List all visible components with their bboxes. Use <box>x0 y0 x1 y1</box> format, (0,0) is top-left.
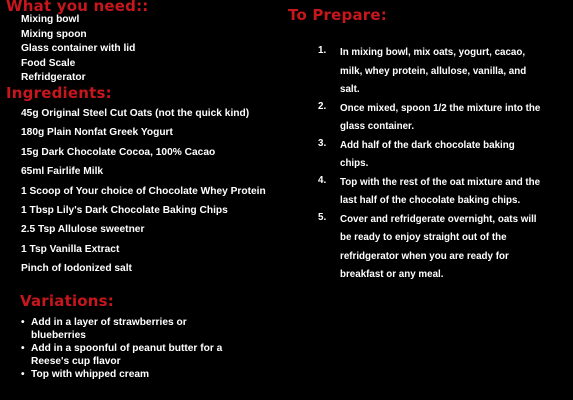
ingredient-item: 15g Dark Chocolate Cocoa, 100% Cacao <box>21 146 216 158</box>
ingredient-item: 2.5 Tsp Allulose sweetner <box>21 224 145 236</box>
step-number: 4. <box>318 174 327 186</box>
step-text: In mixing bowl, mix oats, yogurt, cacao, milk, whey protein, allulose, vanilla, and salt. <box>340 47 527 95</box>
step-text: Add half of the dark chocolate baking chips. <box>340 139 515 169</box>
ingredient-item: 180g Plain Nonfat Greek Yogurt <box>21 127 173 139</box>
ingredient-item: 1 Scoop of Your choice of Chocolate Whey Protein <box>21 185 266 197</box>
need-item: Glass container with lid <box>21 43 136 54</box>
ingredients-list <box>21 104 266 279</box>
ingredient-item: 1 Tsp Vanilla Extract <box>21 243 120 255</box>
need-item: Mixing spoon <box>21 28 87 40</box>
ingredient-item: 45g Original Steel Cut Oats (not the quick kind) <box>21 108 250 119</box>
need-item: Food Scale <box>21 57 76 69</box>
ingredient-item: 65ml Fairlife Milk <box>21 166 104 178</box>
variations-heading: Variations: <box>20 292 114 310</box>
what-you-need-heading: What you need:: <box>6 0 149 15</box>
step-number: 2. <box>318 100 327 112</box>
prepare-steps-list <box>318 44 543 285</box>
variations-list <box>21 316 241 381</box>
step-number: 3. <box>318 137 327 149</box>
prepare-step <box>318 44 543 100</box>
prepare-step <box>318 100 543 137</box>
prepare-step <box>318 174 543 211</box>
ingredient-item: Pinch of Iodonized salt <box>21 263 132 275</box>
need-item: Mixing bowl <box>21 14 80 25</box>
step-text: Cover and refridgerate overnight, oats will be ready to enjoy straight out of the refridgerator when you are ready for breakfast or any meal. <box>340 213 537 280</box>
what-you-need-list <box>21 13 135 86</box>
step-text: Once mixed, spoon 1/2 the mixture into the glass container. <box>340 102 541 132</box>
variation-item: • Top with whipped cream <box>21 368 241 381</box>
step-number: 1. <box>318 45 327 56</box>
prepare-step <box>318 211 543 285</box>
prepare-step <box>318 137 543 174</box>
step-number: 5. <box>318 211 327 223</box>
variation-item: • Add in a spoonful of peanut butter for a Reese's cup flavor <box>21 342 241 368</box>
ingredients-heading: Ingredients: <box>6 84 112 102</box>
step-text: Top with the rest of the oat mixture and the last half of the chocolate baking chips. <box>340 176 541 206</box>
need-item: Refridgerator <box>21 72 86 83</box>
variation-item: • Add in a layer of strawberries or blueberries <box>21 316 241 342</box>
to-prepare-heading: To Prepare: <box>288 6 387 24</box>
ingredient-item: 1 Tbsp Lily's Dark Chocolate Baking Chips <box>21 204 228 216</box>
